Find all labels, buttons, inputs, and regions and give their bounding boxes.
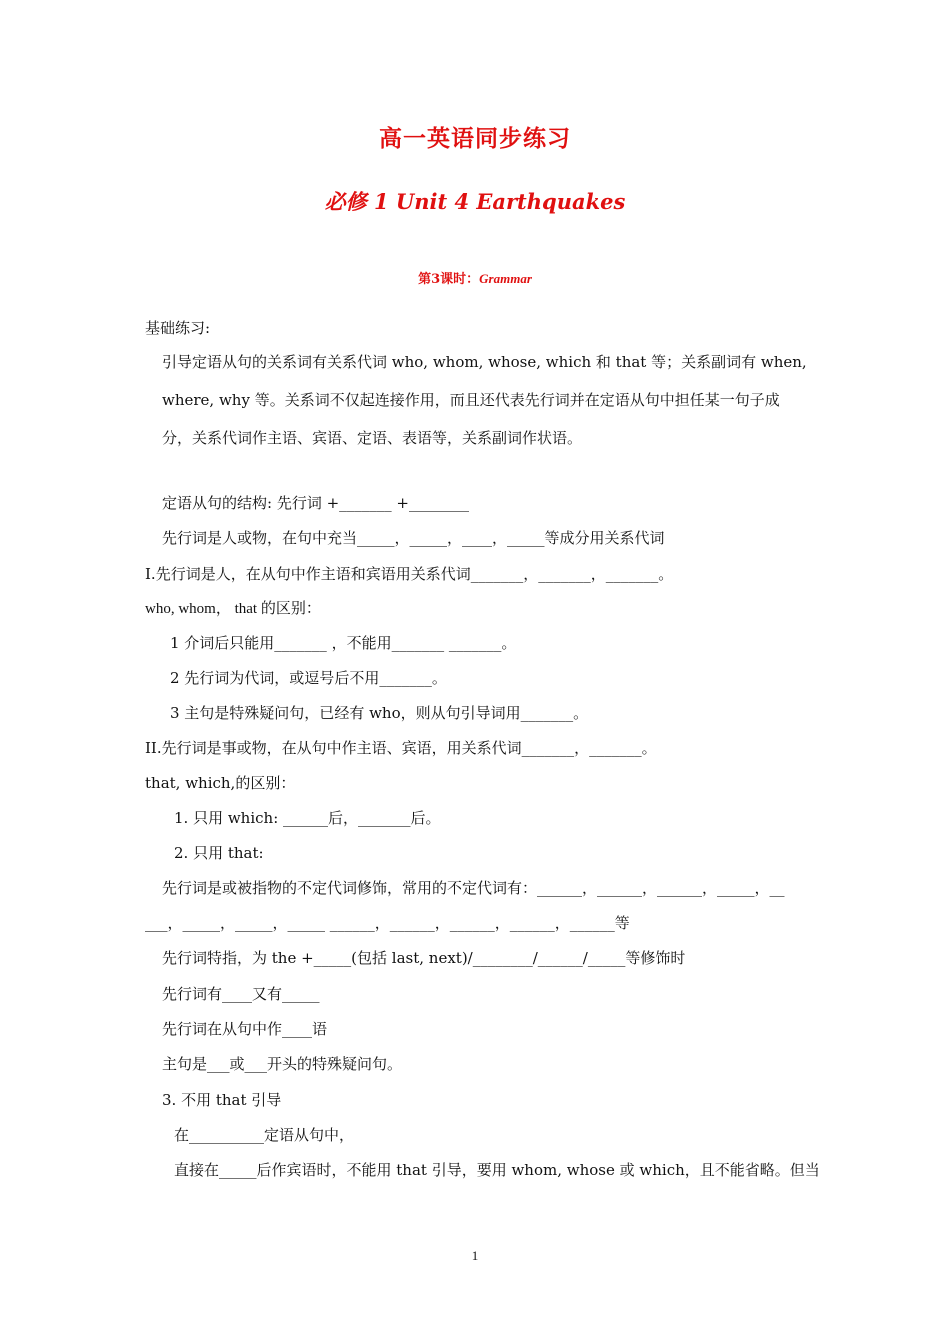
line-10: 3 主句是特殊疑问句，已经有 who，则从句引导词用_______。 bbox=[170, 704, 589, 722]
line-22: 在__________定语从句中， bbox=[174, 1126, 355, 1144]
line-2: where, why 等。关系词不仅起连接作用，而且还代表先行词并在定语从句中担任某一句子成 bbox=[162, 391, 780, 409]
line-9: 2 先行词为代词，或逗号后不用_______。 bbox=[170, 669, 447, 687]
line-1: 引导定语从句的关系词有关系代词 who, whom, whose, which 和 that 等；关系副词有 when, bbox=[162, 353, 807, 371]
line-20: 主句是___或___开头的特殊疑问句。 bbox=[162, 1055, 403, 1073]
line-8: 1 介词后只能用_______ ，不能用_______ _______。 bbox=[170, 634, 517, 652]
lesson-number: 第3课时： bbox=[418, 272, 480, 287]
line-5: 先行词是人或物，在句中充当_____，_____，____，_____等成分用关系代词 bbox=[162, 529, 665, 547]
line-11: II.先行词是事或物，在从句中作主语、宾语，用关系代词_______，_______。 bbox=[145, 739, 657, 757]
lesson-heading bbox=[0, 268, 950, 287]
line-18: 先行词有____又有_____ bbox=[162, 985, 320, 1003]
line-7: who, whom， that 的区别： bbox=[145, 601, 321, 617]
line-15: 先行词是或被指物的不定代词修饰，常用的不定代词有：______，______，______，_____，__ bbox=[162, 879, 785, 897]
line-16: ___，_____，_____，_____ ______，______，______，______，______等 bbox=[145, 914, 630, 932]
page-number: 1 bbox=[471, 1248, 479, 1263]
line-21: 3. 不用 that 引导 bbox=[162, 1091, 282, 1109]
line-23: 直接在_____后作宾语时，不能用 that 引导，要用 whom, whose 或 which，且不能省略。但当 bbox=[174, 1161, 820, 1179]
line-3: 分，关系代词作主语、宾语、定语、表语等，关系副词作状语。 bbox=[162, 429, 583, 447]
line-4: 定语从句的结构: 先行词 +_______ +________ bbox=[162, 494, 469, 512]
line-6: I.先行词是人，在从句中作主语和宾语用关系代词_______，_______，_______。 bbox=[145, 565, 674, 583]
lesson-topic: Grammar bbox=[479, 271, 532, 286]
line-12: that, which,的区别： bbox=[145, 774, 296, 792]
line-17: 先行词特指，为 the +_____(包括 last, next)/________/______/_____等修饰时 bbox=[162, 949, 686, 967]
line-19: 先行词在从句中作____语 bbox=[162, 1020, 328, 1038]
line-0: 基础练习: bbox=[145, 319, 211, 337]
document-title: 高一英语同步练习 bbox=[379, 125, 571, 152]
line-13: 1. 只用 which: ______后，_______后。 bbox=[174, 809, 441, 827]
document-subtitle: 必修 1 Unit 4 Earthquakes bbox=[324, 189, 626, 214]
line-14: 2. 只用 that: bbox=[174, 844, 264, 862]
